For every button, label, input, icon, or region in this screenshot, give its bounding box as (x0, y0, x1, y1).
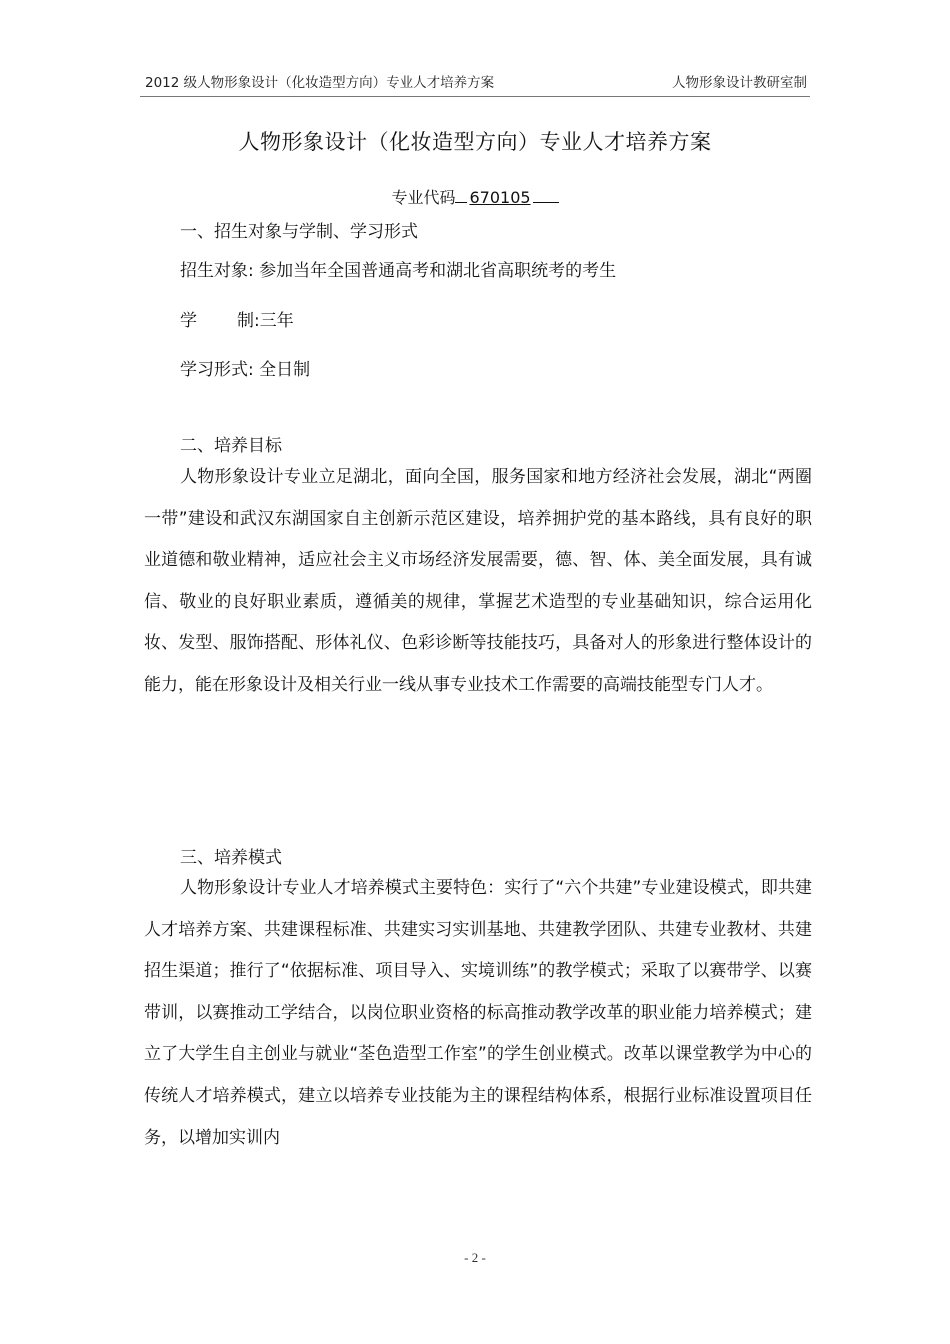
document-title: 人物形象设计（化妆造型方向）专业人才培养方案 (238, 130, 712, 154)
enrollment-target: 招生对象: 参加当年全国普通高考和湖北省高职统考的考生 (180, 261, 617, 281)
section1-heading: 一、招生对象与学制、学习形式 (180, 222, 418, 242)
duration-value: 制:三年 (237, 311, 294, 331)
header-divider (140, 96, 810, 97)
code-underline-right (533, 188, 559, 203)
major-code-label: 专业代码 (391, 188, 456, 207)
study-form: 学习形式: 全日制 (180, 360, 311, 380)
training-mode-text: 人物形象设计专业人才培养模式主要特色：实行了“六个共建”专业建设模式，即共建人才培养方案、共建课程标准、共建实习实训基地、共建教学团队、共建专业教材、共建招生渠道；推行了“依据标准、项目导入、实境训练”的教学模式；采取了以赛带学、以赛带训，以赛推动工学结合，以岗位职业资格的标高推动教学改革的职业能力培养模式；建立了大学生自主创业与就业“荃色造型工作室”的学生创业模式。改革以课堂教学为中心的传统人才培养模式，建立以培养专业技能为主的课程结构体系，根据行业标准设置项目任务，以增加实训内 (144, 878, 812, 1148)
page-number: - 2 - (464, 1250, 486, 1265)
training-objectives-text: 人物形象设计专业立足湖北，面向全国，服务国家和地方经济社会发展，湖北“两圈一带”建设和武汉东湖国家自主创新示范区建设，培养拥护党的基本路线，具有良好的职业道德和敬业精神，适应社会主义市场经济发展需要，德、智、体、美全面发展，具有诚信、敬业的良好职业素质，遵循美的规律，掌握艺术造型的专业基础知识，综合运用化妆、发型、服饰搭配、形体礼仪、色彩诊断等技能技巧，具备对人的形象进行整体设计的能力，能在形象设计及相关行业一线从事专业技术工作需要的高端技能型专门人才。 (144, 467, 812, 695)
section3-heading: 三、培养模式 (180, 848, 282, 868)
section3-body (144, 868, 812, 1159)
section2-heading: 二、培养目标 (180, 436, 282, 456)
header-department: 人物形象设计教研室制 (672, 75, 807, 91)
section2-body (144, 457, 812, 707)
header-document-title: 2012 级人物形象设计（化妆造型方向）专业人才培养方案 (145, 75, 495, 91)
page-header (145, 71, 807, 91)
duration-label: 学 (180, 311, 197, 331)
code-underline-left (455, 188, 467, 203)
major-code-line (0, 185, 950, 208)
study-duration (180, 306, 294, 331)
major-code-value: 670105 (469, 188, 531, 207)
